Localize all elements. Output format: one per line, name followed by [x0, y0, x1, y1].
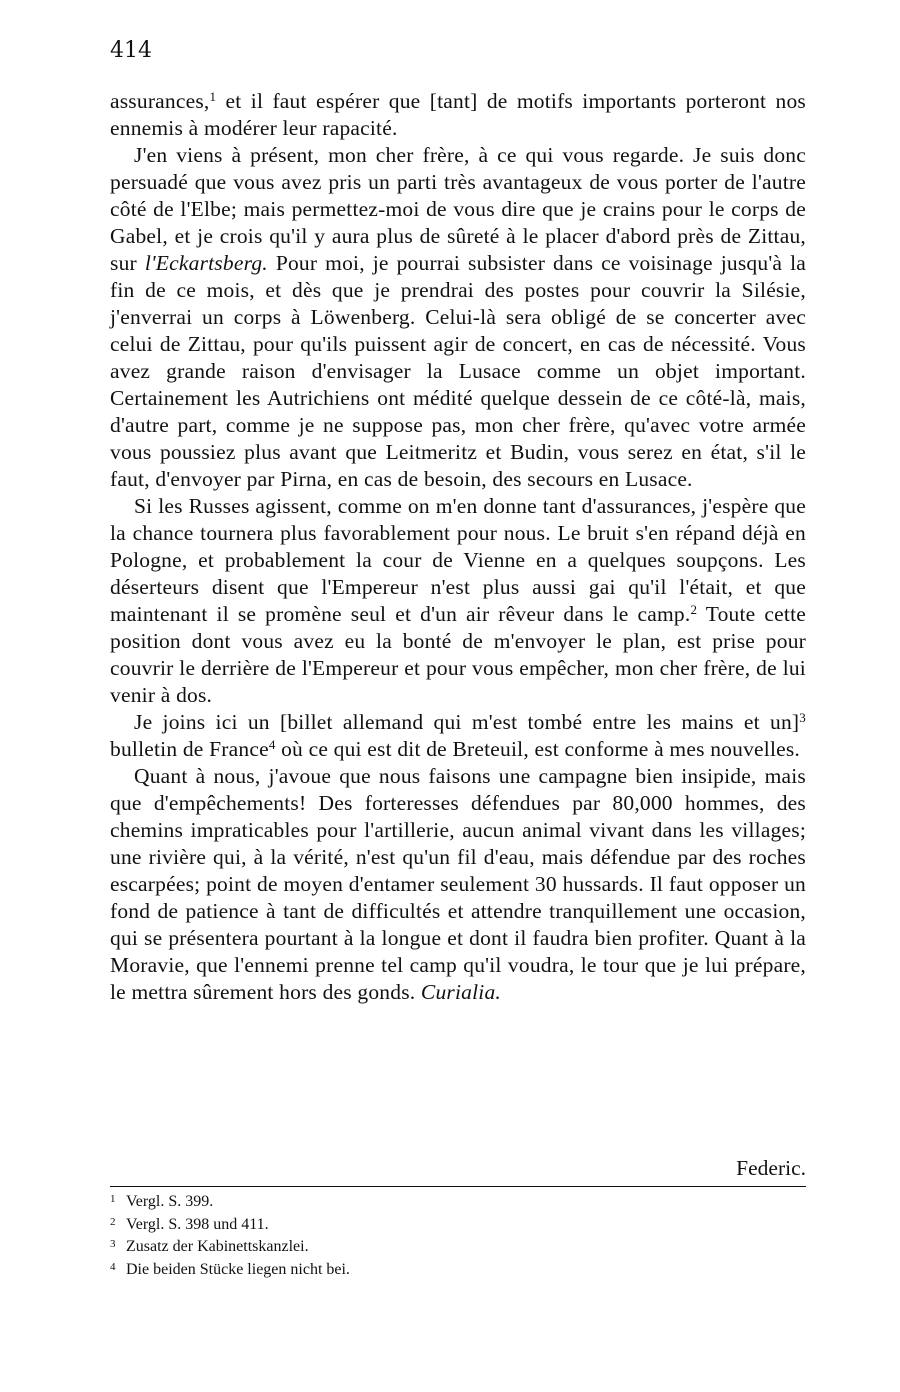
paragraph — [110, 763, 806, 1006]
text-run: et il faut espérer que [tant] de motifs importants porteront nos ennemis à modérer leur rapacité. — [110, 89, 806, 140]
footnote-marker: 4 — [268, 737, 276, 752]
text-run: bulletin de France — [110, 737, 269, 761]
italic-text: l'Eckartsberg. — [144, 251, 268, 275]
footnote-text: Zusatz der Kabinettskanzlei. — [126, 1238, 309, 1255]
footnote-text: Vergl. S. 398 und 411. — [126, 1215, 269, 1233]
footnote — [110, 1236, 806, 1259]
text-run: assurances, — [110, 89, 210, 113]
text-run: J'en viens à présent, mon cher frère, à ce qui vous regarde. Je suis donc persuadé que vous avez pris un parti très avantageux de vous porter de l'autre côté de l'Elbe; mais permettez-moi de vous dire que je crains pour le corps de Gabel, et je crois qu'il y aura plus de sûreté à le placer d'abord près de Zittau, sur — [110, 143, 806, 275]
footnote — [110, 1214, 806, 1237]
footnote-number: 4 — [110, 1260, 116, 1273]
footnote-number: 3 — [110, 1238, 116, 1250]
footnote — [110, 1259, 806, 1282]
text-run: Toute cette position dont vous avez eu la bonté de m'envoyer le plan, est prise pour couvrir le derrière de l'Empereur et pour vous empêcher, mon cher frère, de lui venir à dos. — [110, 602, 806, 707]
paragraph — [110, 709, 806, 763]
footnote-marker: 3 — [799, 710, 806, 725]
letter-body — [110, 88, 806, 1006]
text-run: Pour moi, je pourrai subsister dans ce voisinage jusqu'à la fin de ce mois, et dès que je prendrai des postes pour couvrir la Silésie, j'enverrai un corps à Löwenberg. Celui-là sera obligé de se concerter avec celui de Zittau, pour qu'ils puissent agir de concert, en cas de nécessité. Vous avez grande raison d'envisager la Lusace comme un objet important. Certainement les Autrichiens ont médité quelque dessein de ce côté-là, mais, d'autre part, comme je ne suppose pas, mon cher frère, qu'avec votre armée vous poussiez plus avant que Leitmeritz et Budin, vous serez en état, s'il le faut, d'envoyer par Pirna, en cas de besoin, des secours en Lusace. — [110, 251, 806, 491]
paragraph — [110, 142, 806, 493]
footnote-marker: 1 — [209, 89, 217, 104]
footnote-divider — [110, 1186, 806, 1187]
text-run: Quant à nous, j'avoue que nous faisons une campagne bien insipide, mais que d'empêchements! Des forteresses défendues par 80,000 hommes, des chemins impraticables pour l'artillerie, aucun animal vivant dans les villages; une rivière qui, à la vérité, n'est qu'un fil d'eau, mais défendue par des roches escarpées; point de moyen d'entamer seulement 30 hussards. Il faut opposer un fond de patience à tant de difficultés et attendre tranquillement une occasion, qui se présentera pourtant à la longue et dont il faudra bien profiter. Quant à la Moravie, que l'ennemi prenne tel camp qu'il voudra, le tour que je lui prépare, le mettra sûrement hors des gonds. — [110, 764, 806, 1004]
signature: Federic. — [736, 1156, 806, 1180]
text-run: Si les Russes agissent, comme on m'en donne tant d'assurances, j'espère que la chance tournera plus favorablement pour nous. Le bruit s'en répand déjà en Pologne, et probablement la cour de Vienne en a quelques soupçons. Les déserteurs disent que l'Empereur n'est plus aussi gai qu'il l'était, et que maintenant il se promène seul et d'un air rêveur dans le camp. — [110, 494, 806, 626]
text-run: Je joins ici un [billet allemand qui m'est tombé entre les mains et un] — [134, 710, 800, 734]
footnotes — [110, 1191, 806, 1281]
footnote-text: Vergl. S. 399. — [126, 1193, 214, 1210]
paragraph — [110, 493, 806, 709]
footnote — [110, 1191, 806, 1214]
paragraph — [110, 88, 806, 142]
footnote-number: 1 — [110, 1193, 116, 1205]
footnote-text: Die beiden Stücke liegen nicht bei. — [126, 1260, 350, 1278]
footnote-marker: 2 — [690, 602, 698, 617]
footnote-number: 2 — [110, 1215, 116, 1228]
text-run: où ce qui est dit de Breteuil, est conforme à mes nouvelles. — [275, 737, 801, 761]
page-number: 414 — [110, 38, 152, 63]
italic-text: Curialia. — [420, 980, 501, 1004]
